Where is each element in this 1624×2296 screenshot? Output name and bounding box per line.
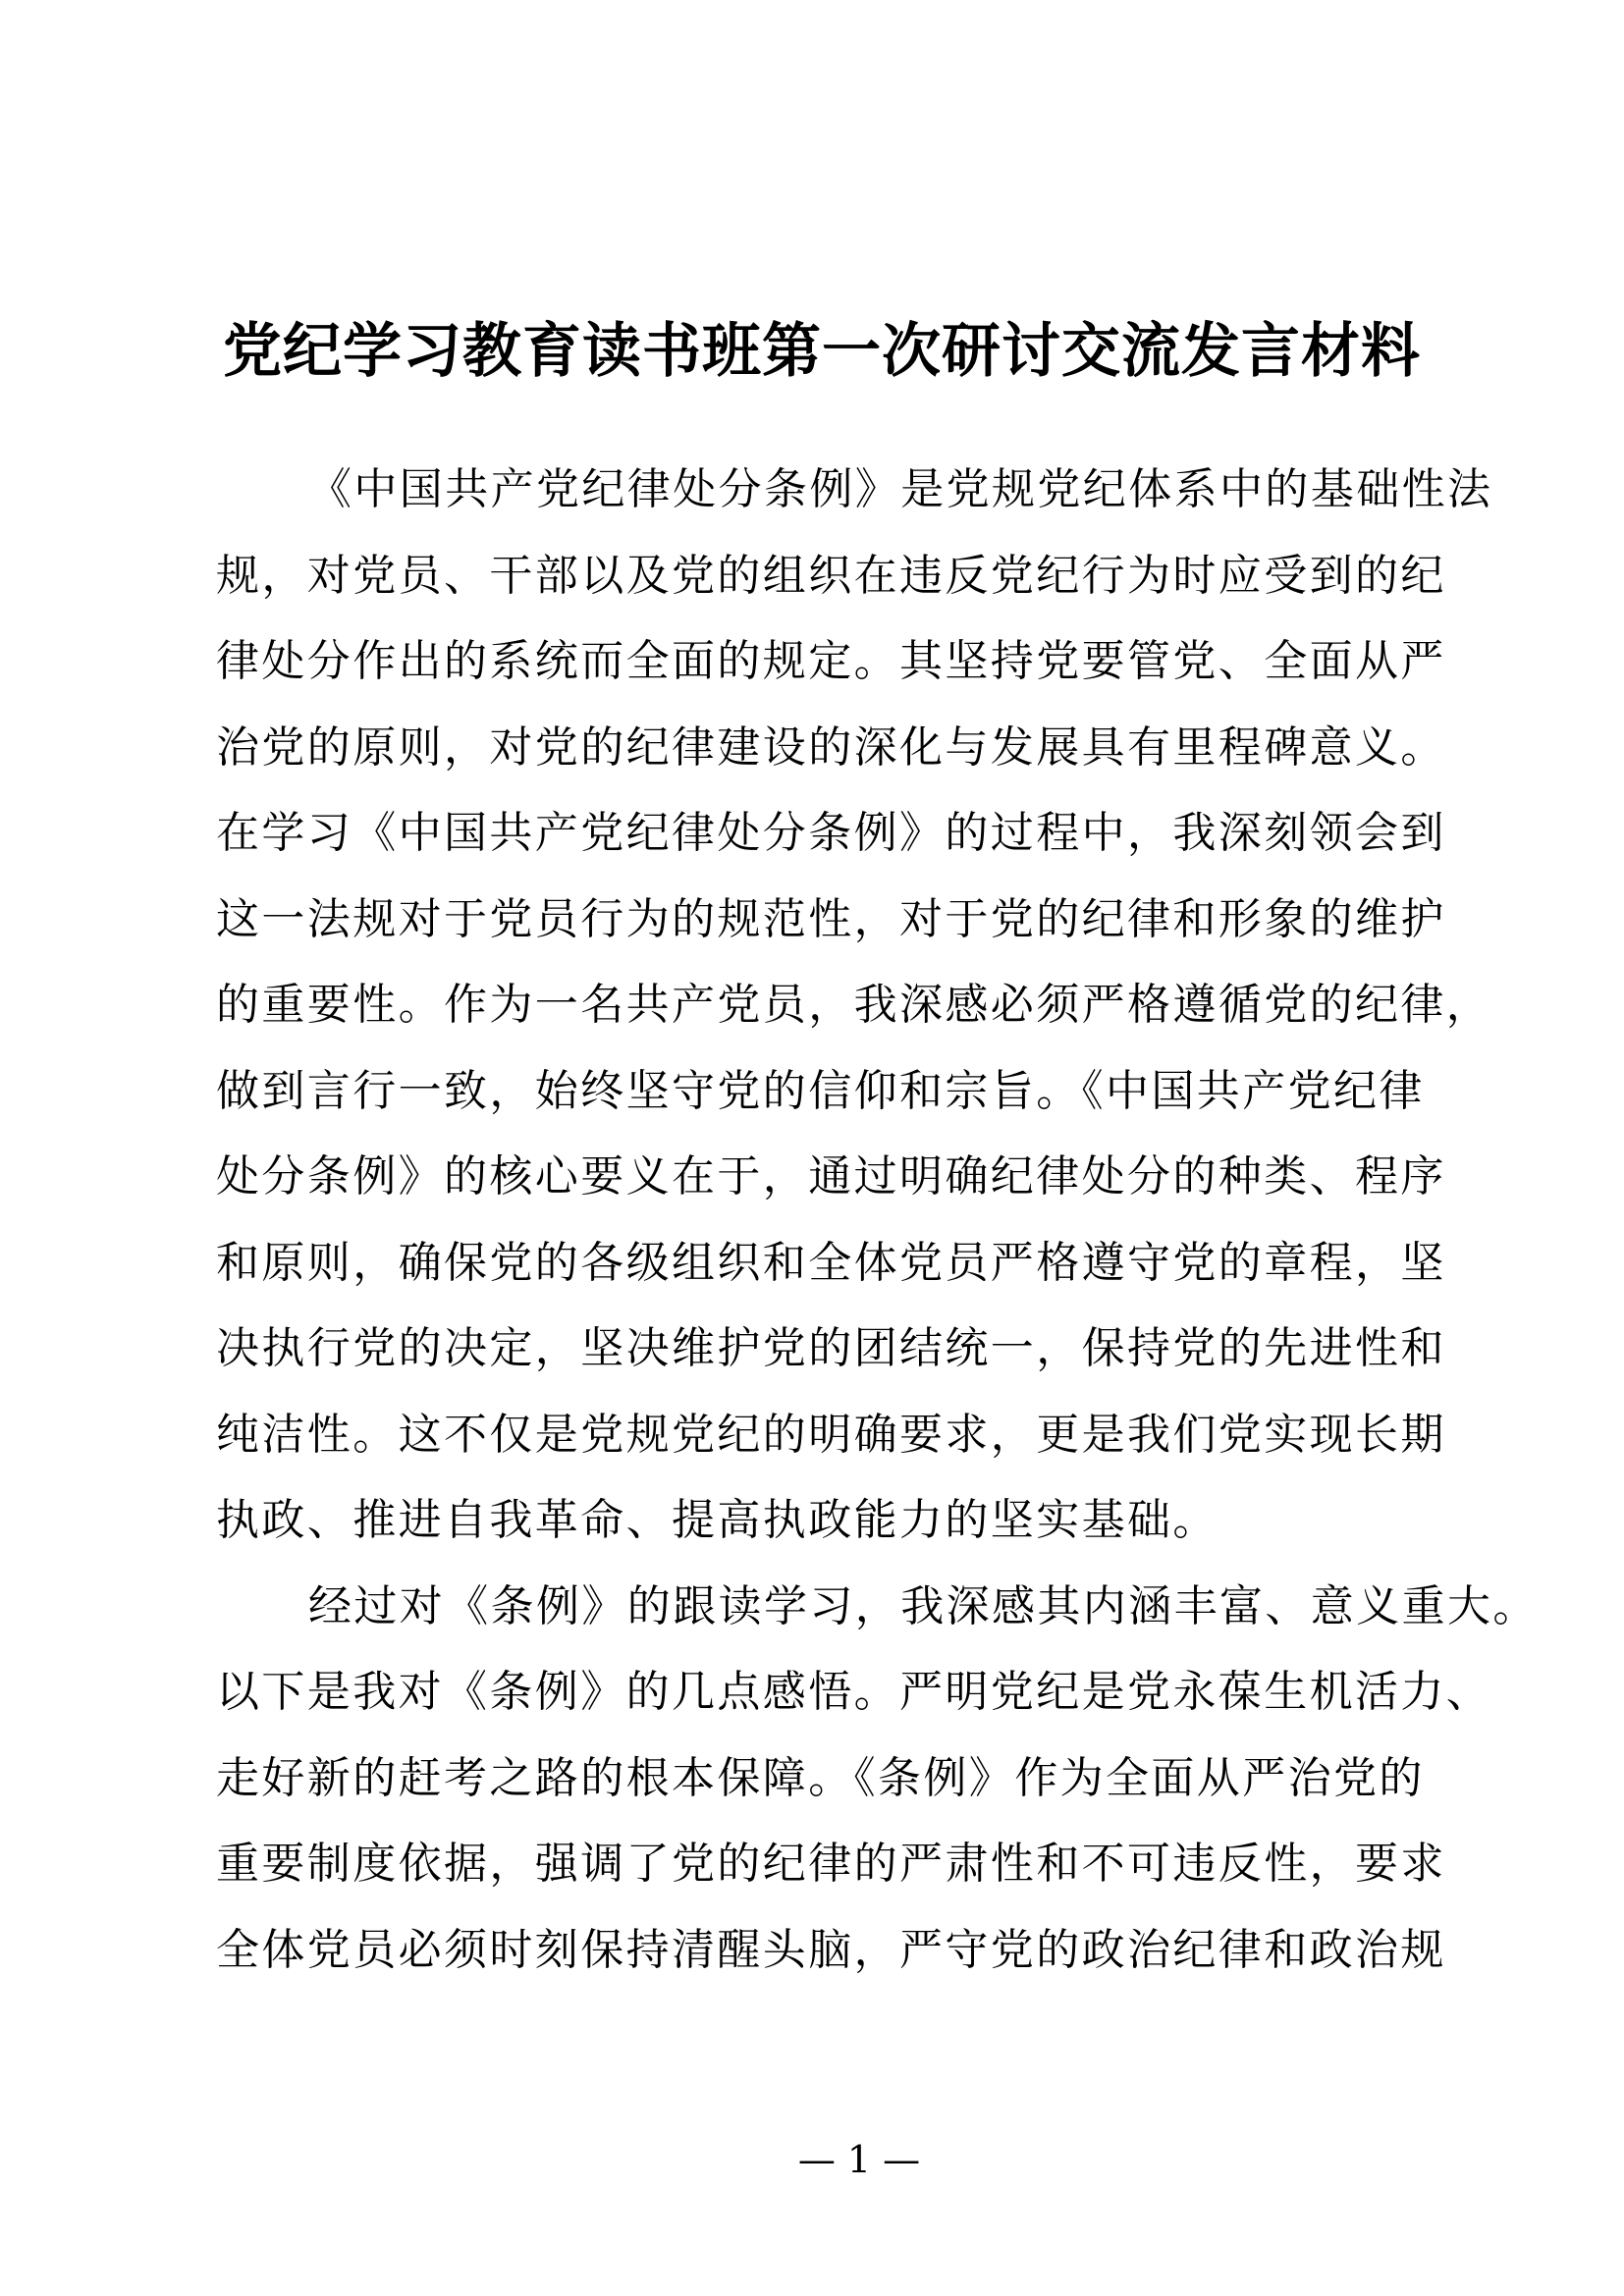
paragraph-line: 以下是我对《条例》的几点感悟。严明党纪是党永葆生机活力、 <box>216 1667 1492 1717</box>
page-number: — 1 — <box>797 2138 921 2181</box>
paragraph-line: 纯洁性。这不仅是党规党纪的明确要求，更是我们党实现长期 <box>216 1409 1446 1460</box>
paragraph-line: 做到言行一致，始终坚守党的信仰和宗旨。《中国共产党纪律 <box>216 1065 1425 1116</box>
paragraph-2 <box>216 1564 1539 1994</box>
paragraph-line: 全体党员必须时刻保持清醒头脑，严守党的政治纪律和政治规 <box>216 1924 1446 1975</box>
paragraph-line: 在学习《中国共产党纪律处分条例》的过程中，我深刻领会到 <box>216 808 1446 858</box>
paragraph-line: 和原则，确保党的各级组织和全体党员严格遵守党的章程，坚 <box>216 1237 1446 1288</box>
document-body <box>216 447 1539 1993</box>
paragraph-line: 经过对《条例》的跟读学习，我深感其内涵丰富、意义重大。 <box>308 1580 1539 1631</box>
document-title: 党纪学习教育读书班第一次研讨交流发言材料 <box>223 317 1421 386</box>
paragraph-line: 这一法规对于党员行为的规范性，对于党的纪律和形象的维护 <box>216 893 1446 944</box>
paragraph-line: 律处分作出的系统而全面的规定。其坚持党要管党、全面从严 <box>216 636 1446 686</box>
paragraph-line: 决执行党的决定，坚决维护党的团结统一，保持党的先进性和 <box>216 1323 1446 1373</box>
paragraph-line: 执政、推进自我革命、提高执政能力的坚实基础。 <box>216 1495 1218 1545</box>
paragraph-1 <box>216 447 1493 1564</box>
paragraph-line: 重要制度依据，强调了党的纪律的严肃性和不可违反性，要求 <box>216 1839 1446 1889</box>
paragraph-line: 规，对党员、干部以及党的组织在违反党纪行为时应受到的纪 <box>216 550 1446 601</box>
paragraph-line: 走好新的赶考之路的根本保障。《条例》作为全面从严治党的 <box>216 1752 1425 1803</box>
paragraph-line: 《中国共产党纪律处分条例》是党规党纪体系中的基础性法 <box>308 464 1493 514</box>
paragraph-line: 的重要性。作为一名共产党员，我深感必须严格遵循党的纪律， <box>216 980 1492 1030</box>
paragraph-line: 治党的原则，对党的纪律建设的深化与发展具有里程碑意义。 <box>216 721 1446 773</box>
paragraph-line: 处分条例》的核心要义在于，通过明确纪律处分的种类、程序 <box>216 1151 1446 1201</box>
